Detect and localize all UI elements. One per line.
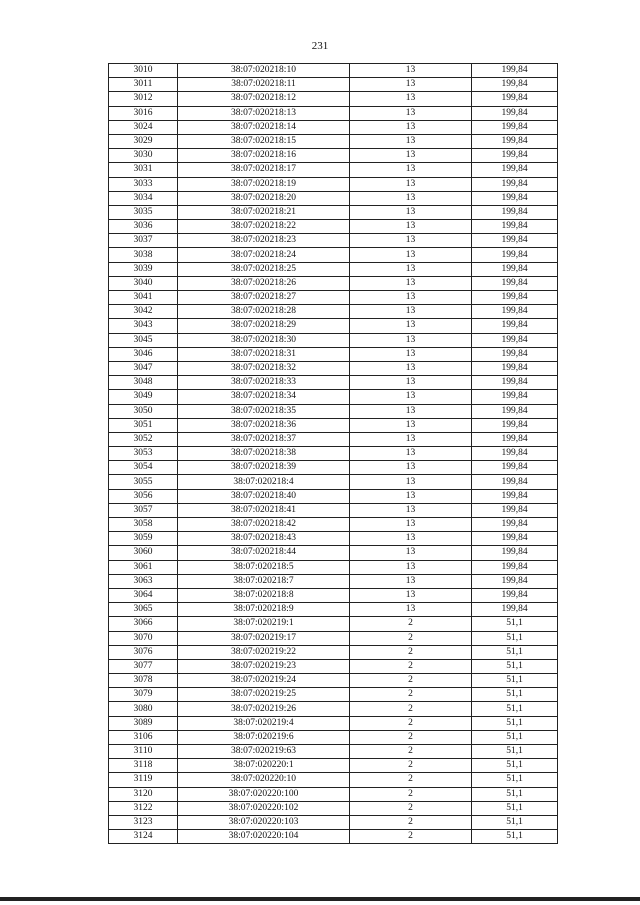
value-cell: 51,1 [472,617,558,631]
value-cell: 199,84 [472,262,558,276]
table-row [109,773,558,787]
row-number-cell: 3054 [109,461,178,475]
value-cell: 199,84 [472,390,558,404]
row-number-cell: 3106 [109,730,178,744]
row-number-cell: 3122 [109,801,178,815]
value-cell: 51,1 [472,645,558,659]
table-row [109,830,558,844]
value-cell: 199,84 [472,447,558,461]
row-number-cell: 3080 [109,702,178,716]
row-number-cell: 3039 [109,262,178,276]
table-row [109,120,558,134]
cadastral-number-cell: 38:07:020219:63 [178,745,350,759]
quantity-cell: 13 [350,347,472,361]
cadastral-number-cell: 38:07:020220:10 [178,773,350,787]
quantity-cell: 2 [350,688,472,702]
value-cell: 199,84 [472,106,558,120]
table-row [109,702,558,716]
cadastral-number-cell: 38:07:020218:9 [178,603,350,617]
bottom-scan-edge [0,897,640,901]
cadastral-number-cell: 38:07:020219:1 [178,617,350,631]
cadastral-number-cell: 38:07:020218:10 [178,64,350,78]
quantity-cell: 2 [350,674,472,688]
quantity-cell: 2 [350,773,472,787]
cadastral-number-cell: 38:07:020218:29 [178,319,350,333]
quantity-cell: 13 [350,291,472,305]
row-number-cell: 3120 [109,787,178,801]
cadastral-number-cell: 38:07:020219:6 [178,730,350,744]
table-row [109,220,558,234]
table-row [109,489,558,503]
cadastral-number-cell: 38:07:020218:43 [178,532,350,546]
row-number-cell: 3055 [109,475,178,489]
cadastral-number-cell: 38:07:020218:27 [178,291,350,305]
row-number-cell: 3041 [109,291,178,305]
cadastral-number-cell: 38:07:020218:24 [178,248,350,262]
quantity-cell: 13 [350,177,472,191]
table-row [109,149,558,163]
table-row [109,801,558,815]
row-number-cell: 3034 [109,191,178,205]
cadastral-number-cell: 38:07:020218:7 [178,574,350,588]
row-number-cell: 3123 [109,815,178,829]
row-number-cell: 3042 [109,305,178,319]
value-cell: 199,84 [472,276,558,290]
table-row [109,787,558,801]
table-row [109,376,558,390]
row-number-cell: 3061 [109,560,178,574]
row-number-cell: 3124 [109,830,178,844]
value-cell: 51,1 [472,659,558,673]
value-cell: 51,1 [472,815,558,829]
table-row [109,815,558,829]
table-row [109,532,558,546]
table-body [109,64,558,844]
page-number: 231 [311,40,329,52]
quantity-cell: 13 [350,149,472,163]
quantity-cell: 2 [350,801,472,815]
value-cell: 51,1 [472,801,558,815]
quantity-cell: 2 [350,830,472,844]
row-number-cell: 3058 [109,518,178,532]
value-cell: 199,84 [472,220,558,234]
quantity-cell: 2 [350,787,472,801]
table-row [109,78,558,92]
row-number-cell: 3035 [109,205,178,219]
row-number-cell: 3118 [109,759,178,773]
quantity-cell: 2 [350,815,472,829]
value-cell: 51,1 [472,759,558,773]
value-cell: 51,1 [472,773,558,787]
quantity-cell: 13 [350,205,472,219]
table-row [109,64,558,78]
row-number-cell: 3037 [109,234,178,248]
quantity-cell: 13 [350,390,472,404]
row-number-cell: 3110 [109,745,178,759]
row-number-cell: 3060 [109,546,178,560]
quantity-cell: 2 [350,759,472,773]
cadastral-number-cell: 38:07:020218:12 [178,92,350,106]
cadastral-number-cell: 38:07:020218:5 [178,560,350,574]
row-number-cell: 3051 [109,418,178,432]
row-number-cell: 3038 [109,248,178,262]
row-number-cell: 3053 [109,447,178,461]
cadastral-number-cell: 38:07:020218:13 [178,106,350,120]
quantity-cell: 2 [350,702,472,716]
row-number-cell: 3052 [109,432,178,446]
cadastral-number-cell: 38:07:020219:26 [178,702,350,716]
quantity-cell: 2 [350,730,472,744]
value-cell: 199,84 [472,418,558,432]
value-cell: 199,84 [472,361,558,375]
row-number-cell: 3010 [109,64,178,78]
quantity-cell: 13 [350,603,472,617]
cadastral-number-cell: 38:07:020218:25 [178,262,350,276]
row-number-cell: 3024 [109,120,178,134]
quantity-cell: 13 [350,305,472,319]
cadastral-number-cell: 38:07:020220:104 [178,830,350,844]
cadastral-number-cell: 38:07:020218:21 [178,205,350,219]
value-cell: 51,1 [472,688,558,702]
table-row [109,546,558,560]
quantity-cell: 13 [350,376,472,390]
value-cell: 199,84 [472,404,558,418]
quantity-cell: 13 [350,234,472,248]
quantity-cell: 13 [350,220,472,234]
value-cell: 199,84 [472,234,558,248]
value-cell: 199,84 [472,305,558,319]
table-row [109,163,558,177]
quantity-cell: 13 [350,248,472,262]
table-row [109,745,558,759]
value-cell: 199,84 [472,588,558,602]
cadastral-number-cell: 38:07:020218:15 [178,134,350,148]
value-cell: 199,84 [472,134,558,148]
table-row [109,276,558,290]
quantity-cell: 13 [350,404,472,418]
cadastral-number-cell: 38:07:020218:20 [178,191,350,205]
cadastral-number-cell: 38:07:020218:42 [178,518,350,532]
table-row [109,134,558,148]
quantity-cell: 13 [350,319,472,333]
row-number-cell: 3045 [109,333,178,347]
value-cell: 199,84 [472,532,558,546]
cadastral-number-cell: 38:07:020218:8 [178,588,350,602]
row-number-cell: 3078 [109,674,178,688]
cadastral-number-cell: 38:07:020220:100 [178,787,350,801]
table-row [109,432,558,446]
value-cell: 199,84 [472,248,558,262]
quantity-cell: 13 [350,92,472,106]
cadastral-number-cell: 38:07:020218:40 [178,489,350,503]
cadastral-number-cell: 38:07:020218:26 [178,276,350,290]
cadastral-number-cell: 38:07:020219:24 [178,674,350,688]
quantity-cell: 13 [350,546,472,560]
table-row [109,674,558,688]
table-row [109,560,558,574]
quantity-cell: 13 [350,163,472,177]
table-row [109,617,558,631]
quantity-cell: 13 [350,64,472,78]
row-number-cell: 3036 [109,220,178,234]
cadastral-number-cell: 38:07:020219:23 [178,659,350,673]
row-number-cell: 3047 [109,361,178,375]
table-row [109,333,558,347]
row-number-cell: 3048 [109,376,178,390]
table-row [109,234,558,248]
value-cell: 199,84 [472,347,558,361]
cadastral-number-cell: 38:07:020219:17 [178,631,350,645]
cadastral-number-cell: 38:07:020218:30 [178,333,350,347]
quantity-cell: 13 [350,574,472,588]
table-row [109,475,558,489]
quantity-cell: 13 [350,120,472,134]
table-row [109,603,558,617]
row-number-cell: 3063 [109,574,178,588]
quantity-cell: 2 [350,745,472,759]
cadastral-number-cell: 38:07:020218:4 [178,475,350,489]
quantity-cell: 13 [350,78,472,92]
quantity-cell: 13 [350,276,472,290]
table-row [109,205,558,219]
table-row [109,404,558,418]
value-cell: 199,84 [472,461,558,475]
cadastral-number-cell: 38:07:020219:4 [178,716,350,730]
cadastral-number-cell: 38:07:020218:38 [178,447,350,461]
cadastral-number-cell: 38:07:020219:25 [178,688,350,702]
quantity-cell: 2 [350,645,472,659]
value-cell: 199,84 [472,376,558,390]
value-cell: 199,84 [472,518,558,532]
row-number-cell: 3012 [109,92,178,106]
cadastral-number-cell: 38:07:020219:22 [178,645,350,659]
row-number-cell: 3050 [109,404,178,418]
row-number-cell: 3030 [109,149,178,163]
row-number-cell: 3031 [109,163,178,177]
value-cell: 199,84 [472,149,558,163]
value-cell: 199,84 [472,163,558,177]
cadastral-number-cell: 38:07:020218:11 [178,78,350,92]
row-number-cell: 3070 [109,631,178,645]
value-cell: 199,84 [472,503,558,517]
value-cell: 199,84 [472,120,558,134]
cadastral-number-cell: 38:07:020220:1 [178,759,350,773]
row-number-cell: 3076 [109,645,178,659]
table-row [109,588,558,602]
table-row [109,518,558,532]
cadastral-number-cell: 38:07:020218:36 [178,418,350,432]
row-number-cell: 3040 [109,276,178,290]
cadastral-number-cell: 38:07:020218:33 [178,376,350,390]
table-row [109,191,558,205]
value-cell: 199,84 [472,489,558,503]
value-cell: 199,84 [472,92,558,106]
value-cell: 199,84 [472,475,558,489]
row-number-cell: 3029 [109,134,178,148]
value-cell: 199,84 [472,333,558,347]
value-cell: 199,84 [472,291,558,305]
table-row [109,347,558,361]
cadastral-number-cell: 38:07:020218:31 [178,347,350,361]
quantity-cell: 13 [350,361,472,375]
cadastral-number-cell: 38:07:020218:35 [178,404,350,418]
quantity-cell: 13 [350,503,472,517]
value-cell: 199,84 [472,603,558,617]
quantity-cell: 13 [350,560,472,574]
cadastral-number-cell: 38:07:020218:41 [178,503,350,517]
table-row [109,659,558,673]
value-cell: 51,1 [472,674,558,688]
row-number-cell: 3043 [109,319,178,333]
row-number-cell: 3011 [109,78,178,92]
quantity-cell: 13 [350,262,472,276]
table-row [109,418,558,432]
quantity-cell: 13 [350,475,472,489]
row-number-cell: 3064 [109,588,178,602]
value-cell: 199,84 [472,64,558,78]
cadastral-number-cell: 38:07:020218:19 [178,177,350,191]
row-number-cell: 3066 [109,617,178,631]
table-row [109,291,558,305]
quantity-cell: 13 [350,333,472,347]
cadastral-number-cell: 38:07:020218:32 [178,361,350,375]
row-number-cell: 3033 [109,177,178,191]
row-number-cell: 3049 [109,390,178,404]
cadastral-number-cell: 38:07:020218:34 [178,390,350,404]
quantity-cell: 13 [350,489,472,503]
table-row [109,574,558,588]
row-number-cell: 3079 [109,688,178,702]
cadastral-number-cell: 38:07:020218:22 [178,220,350,234]
value-cell: 51,1 [472,716,558,730]
quantity-cell: 2 [350,659,472,673]
value-cell: 199,84 [472,319,558,333]
quantity-cell: 13 [350,106,472,120]
row-number-cell: 3057 [109,503,178,517]
table-row [109,631,558,645]
table-row [109,503,558,517]
table-row [109,716,558,730]
cadastral-number-cell: 38:07:020220:103 [178,815,350,829]
table-row [109,447,558,461]
row-number-cell: 3077 [109,659,178,673]
value-cell: 51,1 [472,787,558,801]
quantity-cell: 13 [350,532,472,546]
value-cell: 199,84 [472,546,558,560]
value-cell: 199,84 [472,560,558,574]
table-row [109,759,558,773]
row-number-cell: 3089 [109,716,178,730]
table-row [109,305,558,319]
quantity-cell: 13 [350,461,472,475]
table-row [109,730,558,744]
quantity-cell: 2 [350,716,472,730]
cadastral-number-cell: 38:07:020218:23 [178,234,350,248]
value-cell: 199,84 [472,574,558,588]
quantity-cell: 2 [350,617,472,631]
row-number-cell: 3059 [109,532,178,546]
table-row [109,688,558,702]
cadastral-number-cell: 38:07:020218:14 [178,120,350,134]
quantity-cell: 13 [350,418,472,432]
table-row [109,645,558,659]
cadastral-number-cell: 38:07:020218:44 [178,546,350,560]
table-row [109,106,558,120]
value-cell: 199,84 [472,177,558,191]
cadastral-number-cell: 38:07:020218:37 [178,432,350,446]
table-row [109,248,558,262]
value-cell: 199,84 [472,78,558,92]
row-number-cell: 3065 [109,603,178,617]
quantity-cell: 2 [350,631,472,645]
cadastral-number-cell: 38:07:020218:28 [178,305,350,319]
table-row [109,262,558,276]
value-cell: 199,84 [472,205,558,219]
value-cell: 199,84 [472,191,558,205]
table-row [109,361,558,375]
table-row [109,461,558,475]
row-number-cell: 3046 [109,347,178,361]
quantity-cell: 13 [350,447,472,461]
table-row [109,390,558,404]
registry-table [108,63,558,844]
row-number-cell: 3056 [109,489,178,503]
quantity-cell: 13 [350,432,472,446]
quantity-cell: 13 [350,518,472,532]
row-number-cell: 3119 [109,773,178,787]
table-row [109,319,558,333]
value-cell: 51,1 [472,730,558,744]
value-cell: 51,1 [472,702,558,716]
quantity-cell: 13 [350,588,472,602]
quantity-cell: 13 [350,191,472,205]
cadastral-number-cell: 38:07:020218:16 [178,149,350,163]
cadastral-number-cell: 38:07:020220:102 [178,801,350,815]
table-row [109,92,558,106]
value-cell: 51,1 [472,830,558,844]
quantity-cell: 13 [350,134,472,148]
value-cell: 51,1 [472,745,558,759]
row-number-cell: 3016 [109,106,178,120]
table-row [109,177,558,191]
value-cell: 199,84 [472,432,558,446]
value-cell: 51,1 [472,631,558,645]
cadastral-number-cell: 38:07:020218:17 [178,163,350,177]
cadastral-number-cell: 38:07:020218:39 [178,461,350,475]
